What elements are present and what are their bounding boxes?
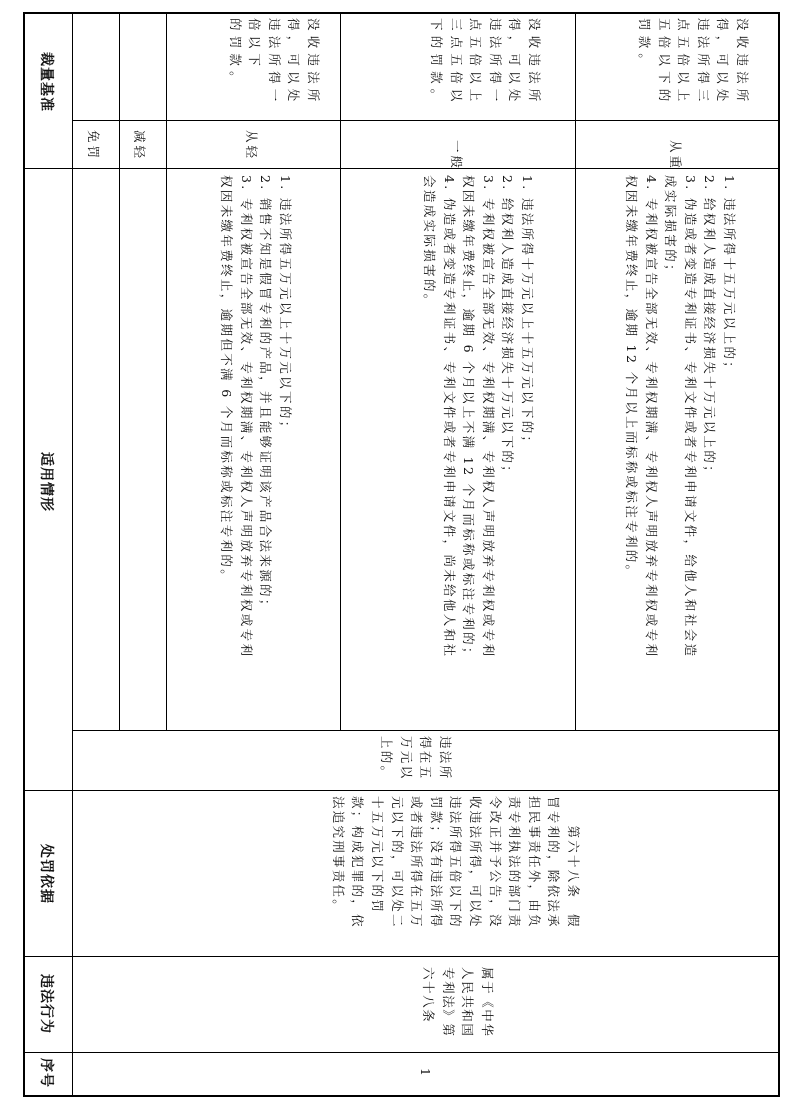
penalty-basis: 第六十八条 假 冒专利的，除依法承 担民事责任外，由负 责专利执法的部门责 令改正并予公告，没 收违法所得，可以处 违法所得五倍以下的 罚款；没有违法所得 或者违法所得在五万 元以下的，可以处二 十五万元以下的罚 款；构成犯罪的，依 法追究刑事责任。	[330, 796, 581, 929]
level-exempt: 免罚	[86, 130, 101, 162]
header-standard: 裁量基准	[38, 52, 54, 112]
rule-under-standard-header	[72, 120, 780, 121]
rule-exempt-light	[119, 12, 120, 730]
header-seq: 序号	[38, 1058, 54, 1088]
level-general: 一般	[449, 140, 464, 172]
header-situation: 适用情形	[38, 452, 54, 512]
table-border-top	[23, 12, 780, 14]
situation-heavier: 1. 违法所得十五万元以上的； 2. 给权利人造成直接经济损失十万元以上的； 3. 伪造或者变造专利证书、专利文件或者专利申请文件，给他人和社会造 成实际损害的； 4. 专利权被宣告全部无效、专利权期满、专利权人声明放弃专利权或专利 权因未缴年费终止，逾期 12 个月以上而标称或标注专利的。	[624, 175, 737, 659]
rule-general-heavier	[575, 12, 576, 730]
rule-header-column	[72, 12, 73, 1097]
row-seq-number: 1	[418, 1068, 433, 1079]
rule-under-basis	[23, 956, 780, 957]
violation-act: 属于《中华 人民共和国 专利法》第 六十八条	[421, 967, 495, 1038]
level-heavier: 从重	[668, 140, 683, 172]
standard-general: 没收违法所 得，可以处 违法所得一 点五倍以上 三点五倍以 下的罚款。	[429, 18, 542, 107]
header-act: 违法行为	[38, 974, 54, 1034]
rule-under-situation-header	[23, 790, 780, 791]
level-lighter: 从轻	[244, 130, 259, 162]
situation-lighter: 1. 违法所得五万元以上十万元以下的； 2. 销售不知是假冒专利的产品，并且能够证明该产品合法来源的； 3. 专利权被宣告全部无效、专利权期满、专利权人声明放弃专利权或专利 权因未缴年费终止，逾期但不满 6 个月而标称或标注专利的。	[219, 175, 293, 659]
penalty-discretion-table	[23, 12, 780, 1097]
level-light: 减轻	[132, 130, 147, 162]
rule-under-act	[23, 1052, 780, 1053]
situation-general: 1. 违法所得十万元以上十五万元以下的； 2. 给权利人造成直接经济损失十万元以下的； 3. 专利权被宣告全部无效、专利权期满、专利权人声明放弃专利权或专利 权因未缴年费终止，逾期 6 个月以上不满 12 个月而标称或标注专利的； 4. 伪造或者变造专利证书、专利文件或者专利申请文件，尚未给他人和社 会造成实际损害的。	[422, 175, 535, 662]
table-border-left	[23, 12, 25, 1097]
rule-under-situation	[72, 730, 780, 731]
rule-light-lighter	[166, 12, 167, 730]
table-border-bottom	[23, 1095, 780, 1097]
light-threshold: 违法所 得在五 万元以 上的。	[379, 736, 453, 781]
standard-lighter: 没收违法所 得，可以处 违法所得一 倍以下 的罚款。	[227, 18, 321, 107]
header-basis: 处罚依据	[38, 844, 54, 904]
rule-lighter-general	[340, 12, 341, 730]
table-border-right	[778, 12, 780, 1097]
standard-heavier: 没收违法所 得，可以处 违法所得三 点五倍以上 五倍以下的 罚款。	[637, 18, 750, 107]
